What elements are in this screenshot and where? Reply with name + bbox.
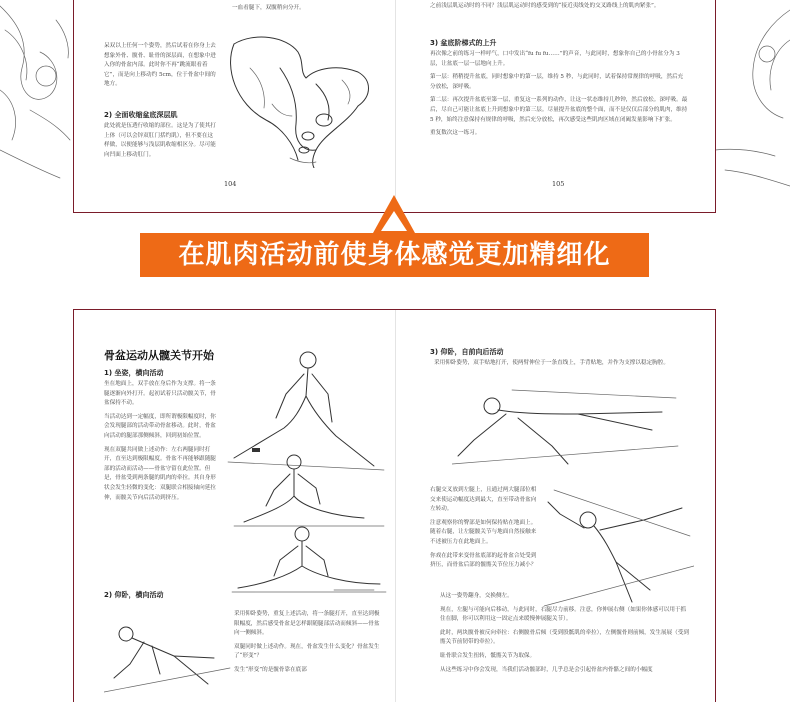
- feature-banner: 在肌肉活动前使身体感觉更加精细化: [140, 233, 649, 277]
- paragraph: 采用仰卧姿势，双手贴地打开，使两臂伸位于一条直线上，手背贴地，并作为支撑以稳定胸腔。: [434, 360, 669, 366]
- paragraph: 从这些练习中你会发现，当我们活动髋部时，几乎总是会引起骨盆内骨骼之间的小幅度: [440, 666, 653, 673]
- arrow-cutout: [381, 211, 407, 231]
- section-heading: 2) 仰卧，横向活动: [104, 591, 164, 599]
- pelvis-sketch-left: [0, 0, 75, 230]
- left-page-text-1: [104, 42, 216, 94]
- right-page-intro: 之前浅层肌运动时的不同？浅层肌运动时的感受到的“接近夷线处的交叉路线上的肌肉紧张”。: [430, 3, 660, 9]
- right-page-text-1: [434, 359, 690, 373]
- left-page-text-1: [104, 380, 216, 507]
- right-page-text: [430, 50, 688, 143]
- left-page-intro: 一血看腿下，双髋稍向分开。: [232, 5, 305, 11]
- paragraph: 此处就是伍透行收缩的部位。这是为了使其打上体（可以会锌双肛门括约肌），但不要在这样做，以便能够与浅层肌收缩相区分。尽可能向凹面上移动肛门。: [104, 123, 216, 158]
- paragraph: 注意观察你的臀部是如何保持贴在地面上。随着右腿，让左腿髋关节与地面自然接触来不述被压力在此地面上。: [430, 519, 537, 545]
- page-gutter: [395, 0, 396, 212]
- supine-leg-abduction-illustration: [104, 604, 234, 702]
- page-number-left: 104: [224, 180, 237, 188]
- paragraph: 第一层：稍稍提升盆底，同时想象中的第一层，维持 5 秒，与此同时，试着保持常规律的呼吸，然后充分放松，深呼吸。: [430, 74, 684, 90]
- page-number-right: 105: [552, 180, 565, 188]
- paragraph: 你戏在此带来变骨盆底部的起骨盆合处受到挤压，而骨盆后部的髋髂关节位压力减小？: [430, 552, 537, 569]
- paragraph: 重复数次这一练习。: [430, 130, 481, 137]
- paragraph: 双腿同时做上述动作。现在，骨盆发生什么变化？骨盆发生了“形变”？: [234, 643, 380, 660]
- pelvis-illustration: [220, 28, 380, 168]
- book-spread-hip-joint: [73, 309, 716, 702]
- paragraph: 从这一姿势翻身，交换侧左。: [440, 593, 513, 599]
- supine-arms-out-illustration: [452, 384, 682, 472]
- paragraph: 右腿交叉放到左腿上，且通过两大腿部位相交来使运动幅度达到最大，直至带动骨盆向左转动。: [430, 487, 537, 513]
- section-heading: 2) 全面收缩盆底深层肌: [104, 111, 178, 119]
- paragraph: 当活动达到一定幅度，即所谓极限幅度时，你会发现腿部的活动带动骨盆移动。此时，骨盆向活动的腿部那侧倾斜，回到初始位置。: [104, 413, 216, 439]
- right-page-text-2: [430, 486, 540, 575]
- chapter-title: 骨盆运动从髋关节开始: [104, 349, 214, 362]
- paragraph: 现在，左腿与可能向后移动，与此同时，右腿尽力前移。注意，你伸展右侧（如果你体感可以用于抓住在脚，你可以利用这一固定点来缓慢伸展腿关节）。: [440, 606, 687, 623]
- pelvis-sketch-right: [715, 0, 790, 230]
- paragraph: 呆双以上任何一个姿势，然后试着在你身上去想象外骨、髋骨、耻骨的深层面，在想象中进入你的骨盆内部。此时你不再“跳流眼看着它”，而是向上移动约 5cm，位于骨盆中间的地方。: [104, 43, 216, 88]
- paragraph: 坐在地面上，双手放在身后作为支撑。将一条腿逐渐向外打开。起初试着只活动髋关节，骨盆保持不动。: [104, 381, 216, 407]
- paragraph: 现在双腿共同做上述动作：左右两腿同时打开，直至达到极限幅度。骨盆不再能够跟随腿部的活动而活动——骨盆守留在此位置。但是，骨盆受到两条腿的肌肉的牵拉。其自身形状会发生轻微的变化：双腿联合相接轴向延拉伸，而髋关节向后活动到挤压。: [104, 446, 216, 501]
- book-spread-pelvic-floor: [73, 0, 716, 213]
- section-heading: 3) 仰卧，自前向后活动: [430, 348, 504, 356]
- paragraph: 采用仰卧姿势，重复上述活动，将一条腿打开，直至达到极限幅度，然后感受骨盆是怎样跟随腿部活动而倾斜——骨盆向一侧倾斜。: [234, 611, 380, 637]
- paragraph: 此时，两块髋骨被反向牵拉：右侧髋骨后倾（受到股骶肌的牵拉），左侧髋骨则前倾，发生展展（受到髂关节前韧带的牵拉）。: [440, 629, 689, 646]
- paragraph: 第二层：再次提升盆底至第一层，重复这一系列的动作，让这一状态维持几秒钟，然后放松。深呼吸。最后，尽自己可能让盆底上升到想象中的第三层。尽量提升盆底的整个面，而不是仅仅后部分的肌肉，维持 5 秒，始终注意保持有规律的呼吸，然后充分放松，再次感受这些肌肉区域在闭阖发量影响下扩张。: [430, 97, 688, 123]
- section-heading: 3) 盆底阶梯式的上升: [430, 39, 497, 47]
- paragraph: 再次像之前的练习一样呼气，口中发出“fu fu fu……”的声音，与此同时，想象你自己的小骨盆分为 3 层，让盆底一层一层地向上升。: [430, 51, 680, 67]
- right-page-text-3: [440, 592, 690, 679]
- page-gutter: [395, 310, 396, 702]
- seated-leg-abduction-illustrations: [224, 340, 394, 610]
- paragraph: 耻骨联合发生扭转，骶髂关节为取保。: [440, 652, 536, 659]
- paragraph: 发生“形变”的是髋骨靠在底部: [234, 666, 307, 673]
- section-heading: 1) 坐姿，横向活动: [104, 369, 164, 377]
- left-page-text-2: [234, 610, 384, 680]
- left-page-text-2: [104, 122, 216, 164]
